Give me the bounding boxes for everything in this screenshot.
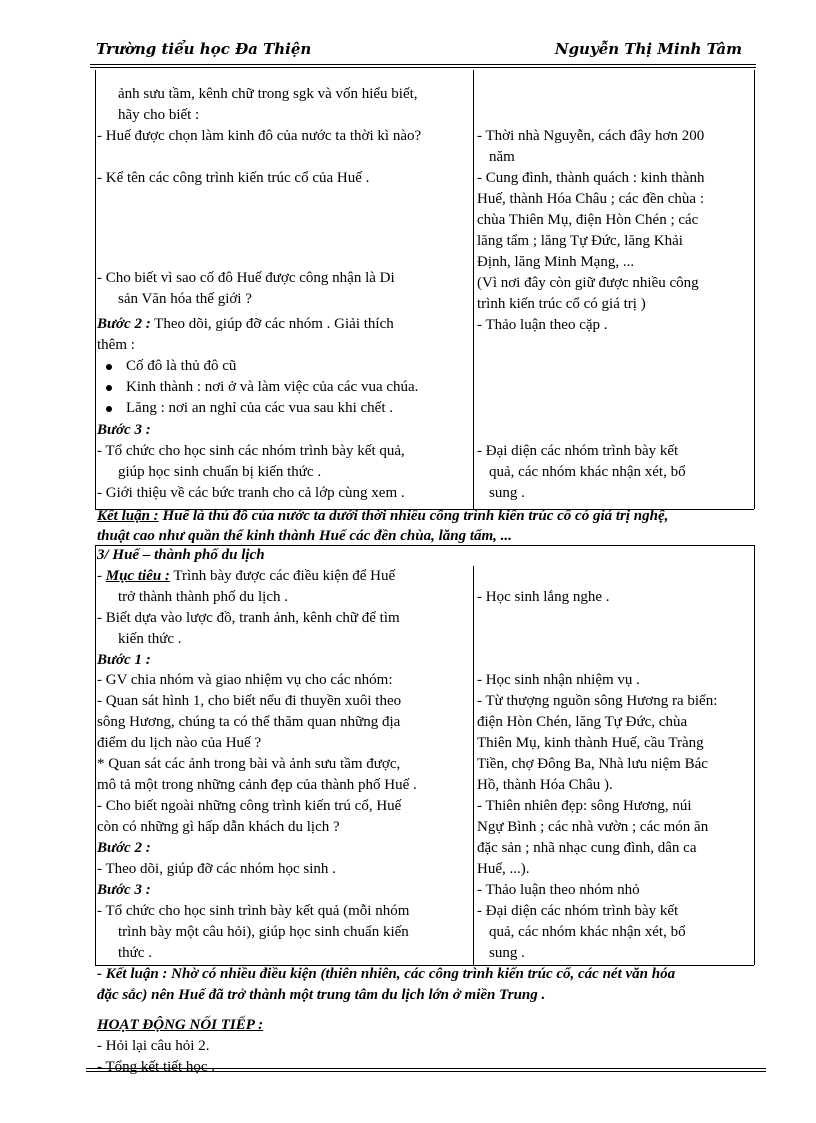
answer-1: - Thời nhà Nguyễn, cách đây hơn 200	[477, 128, 705, 144]
step-1-line: * Quan sát các ảnh trong bài và ảnh sưu tầm được,	[97, 756, 401, 772]
step-2-label: Bước 2 :	[97, 840, 151, 856]
step-2-label: Bước 2 :	[97, 316, 151, 332]
question-2: - Kể tên các công trình kiến trúc cổ của Huế .	[97, 170, 370, 186]
step-1-line: còn có những gì hấp dẫn khách du lịch ?	[97, 819, 340, 835]
school-name: Trường tiểu học Đa Thiện	[96, 40, 312, 58]
conclusion-line: - Kết luận : Nhờ có nhiều điều kiện (thiên nhiên, các công trình kiến trúc cổ, các nét văn hóa	[97, 966, 676, 982]
section-3-title: 3/ Huế – thành phố du lịch	[97, 547, 265, 563]
closing-title: HOẠT ĐỘNG NỐI TIẾP :	[97, 1017, 264, 1033]
step-1-answer: Huế, ...).	[477, 861, 530, 877]
goal-text: Trình bày được các điều kiện để Huế	[169, 568, 396, 584]
step-1-label: Bước 1 :	[97, 652, 151, 668]
step-1-line: - Quan sát hình 1, cho biết nếu đi thuyền xuôi theo	[97, 693, 402, 709]
step-2-text: Theo dõi, giúp đỡ các nhóm . Giải thích	[150, 316, 394, 332]
goal-line: - Mục tiêu : Trình bày được các điều kiện để Huế	[97, 568, 396, 584]
header-rule-double	[90, 67, 756, 68]
step-3-answer: sung .	[489, 945, 525, 961]
step-3-answer: - Đại diện các nhóm trình bày kết	[477, 903, 679, 919]
step-1-line: mô tả một trong những cảnh đẹp của thành phố Huế .	[97, 777, 417, 793]
step-3-line: - Giới thiệu về các bức tranh cho cả lớp cùng xem .	[97, 485, 405, 501]
step-1-answer: Ngự Bình ; các nhà vườn ; các món ăn	[477, 819, 709, 835]
bullet-dot	[106, 364, 112, 370]
goal-line-2: trở thành thành phố du lịch .	[118, 589, 288, 605]
step-1-line: sông Hương, chúng ta có thể thăm quan những địa	[97, 714, 401, 730]
bullet-item: Cố đô là thủ đô cũ	[126, 358, 237, 374]
step-1-answer: Thiên Mụ, kinh thành Huế, cầu Tràng	[477, 735, 704, 751]
step-1-answer: Tiền, chợ Đông Ba, Nhà lưu niệm Bác	[477, 756, 708, 772]
step-1-answer: - Học sinh nhận nhiệm vụ .	[477, 672, 640, 688]
answer-2: - Cung đình, thành quách : kinh thành	[477, 170, 705, 186]
step-3-line: - Tổ chức cho học sinh các nhóm trình bày kết quả,	[97, 443, 405, 459]
step-3-label: Bước 3 :	[97, 422, 151, 438]
answer-2-cont: lăng tẩm ; lăng Tự Đức, lăng Khải	[477, 233, 683, 249]
step-3-answer: - Đại diện các nhóm trình bày kết	[477, 443, 679, 459]
step-3-answer: quả, các nhóm khác nhận xét, bổ	[489, 464, 686, 480]
step-3-answer: quả, các nhóm khác nhận xét, bổ	[489, 924, 686, 940]
step-3-answer: - Thảo luận theo nhóm nhỏ	[477, 882, 640, 898]
answer-2-cont: Định, lăng Minh Mạng, ...	[477, 254, 635, 270]
table-right-border-2	[754, 545, 755, 965]
bullet-dot	[106, 406, 112, 412]
answer-3-cont: trình kiến trúc cổ có giá trị )	[477, 296, 646, 312]
table-right-border	[754, 70, 755, 509]
step-2-line	[97, 314, 394, 335]
column-divider-bottom	[473, 566, 474, 965]
step-3-line: thức .	[118, 945, 152, 961]
table-left-border	[95, 70, 96, 509]
footer-rule	[86, 1068, 766, 1069]
step-1-answer: điện Hòn Chén, lăng Tự Đức, chùa	[477, 714, 688, 730]
text-line: ảnh sưu tầm, kênh chữ trong sgk và vốn hiểu biết,	[118, 86, 418, 102]
goal-line-3: - Biết dựa vào lược đồ, tranh ảnh, kênh chữ để tìm	[97, 610, 400, 626]
step-1-answer: đặc sản ; nhã nhạc cung đình, dân ca	[477, 840, 697, 856]
table-left-border-2	[95, 545, 96, 965]
answer-1-cont: năm	[489, 149, 515, 165]
closing-line: - Tổng kết tiết học .	[97, 1059, 216, 1075]
teacher-name: Nguyễn Thị Minh Tâm	[554, 40, 742, 58]
step-1-answer: Hồ, thành Hóa Châu ).	[477, 777, 613, 793]
answer-3: (Vì nơi đây còn giữ được nhiều công	[477, 275, 699, 291]
header-rule	[90, 64, 756, 65]
footer-rule-double	[86, 1071, 766, 1072]
answer-2-cont: chùa Thiên Mụ, điện Hòn Chén ; các	[477, 212, 699, 228]
closing-line: - Hỏi lại câu hỏi 2.	[97, 1038, 210, 1054]
step-3-line: giúp học sinh chuẩn bị kiến thức .	[118, 464, 322, 480]
question-3-cont: sản Văn hóa thế giới ?	[118, 291, 252, 307]
text-line: hãy cho biết :	[118, 107, 200, 123]
conclusion-line	[97, 506, 668, 527]
conclusion-line-2: thuật cao như quần thể kinh thành Huế các đền chùa, lăng tẩm, ...	[97, 528, 512, 544]
step-2-cont: thêm :	[97, 337, 135, 353]
bullet-item: Kinh thành : nơi ở và làm việc của các vua chúa.	[126, 379, 419, 395]
conclusion-label: Kết luận :	[97, 508, 159, 524]
goal-answer: - Học sinh lắng nghe .	[477, 589, 610, 605]
step-3-line: - Tổ chức cho học sinh trình bày kết quả (mỗi nhóm	[97, 903, 410, 919]
conclusion-line-2: đặc sắc) nên Huế đã trở thành một trung tâm du lịch lớn ở miền Trung .	[97, 987, 546, 1003]
column-divider-top	[473, 70, 474, 509]
step-1-answer: - Thiên nhiên đẹp: sông Hương, núi	[477, 798, 692, 814]
step-1-line: - GV chia nhóm và giao nhiệm vụ cho các nhóm:	[97, 672, 393, 688]
goal-line-4: kiến thức .	[118, 631, 182, 647]
step-1-line: - Cho biết ngoài những công trình kiến trú cổ, Huế	[97, 798, 402, 814]
step-3-answer: sung .	[489, 485, 525, 501]
step-2-line: - Theo dõi, giúp đỡ các nhóm học sinh .	[97, 861, 336, 877]
step-3-label: Bước 3 :	[97, 882, 151, 898]
bullet-item: Lăng : nơi an nghỉ của các vua sau khi chết .	[126, 400, 394, 416]
question-3: - Cho biết vì sao cố đô Huế được công nhận là Di	[97, 270, 395, 286]
answer-2-cont: Huế, thành Hóa Châu ; các đền chùa :	[477, 191, 704, 207]
step-1-line: điểm du lịch nào của Huế ?	[97, 735, 262, 751]
step-1-answer: - Từ thượng nguồn sông Hương ra biển:	[477, 693, 718, 709]
step-2-answer: - Thảo luận theo cặp .	[477, 317, 608, 333]
question-1: - Huế được chọn làm kinh đô của nước ta thời kì nào?	[97, 128, 422, 144]
goal-label: Mục tiêu :	[105, 568, 170, 584]
bullet-dot	[106, 385, 112, 391]
conclusion-text: Huế là thủ đô của nước ta dưới thời nhiều công trình kiến trúc cổ có giá trị nghệ,	[158, 508, 669, 524]
step-3-line: trình bày một câu hỏi), giúp học sinh chuẩn kiến	[118, 924, 409, 940]
